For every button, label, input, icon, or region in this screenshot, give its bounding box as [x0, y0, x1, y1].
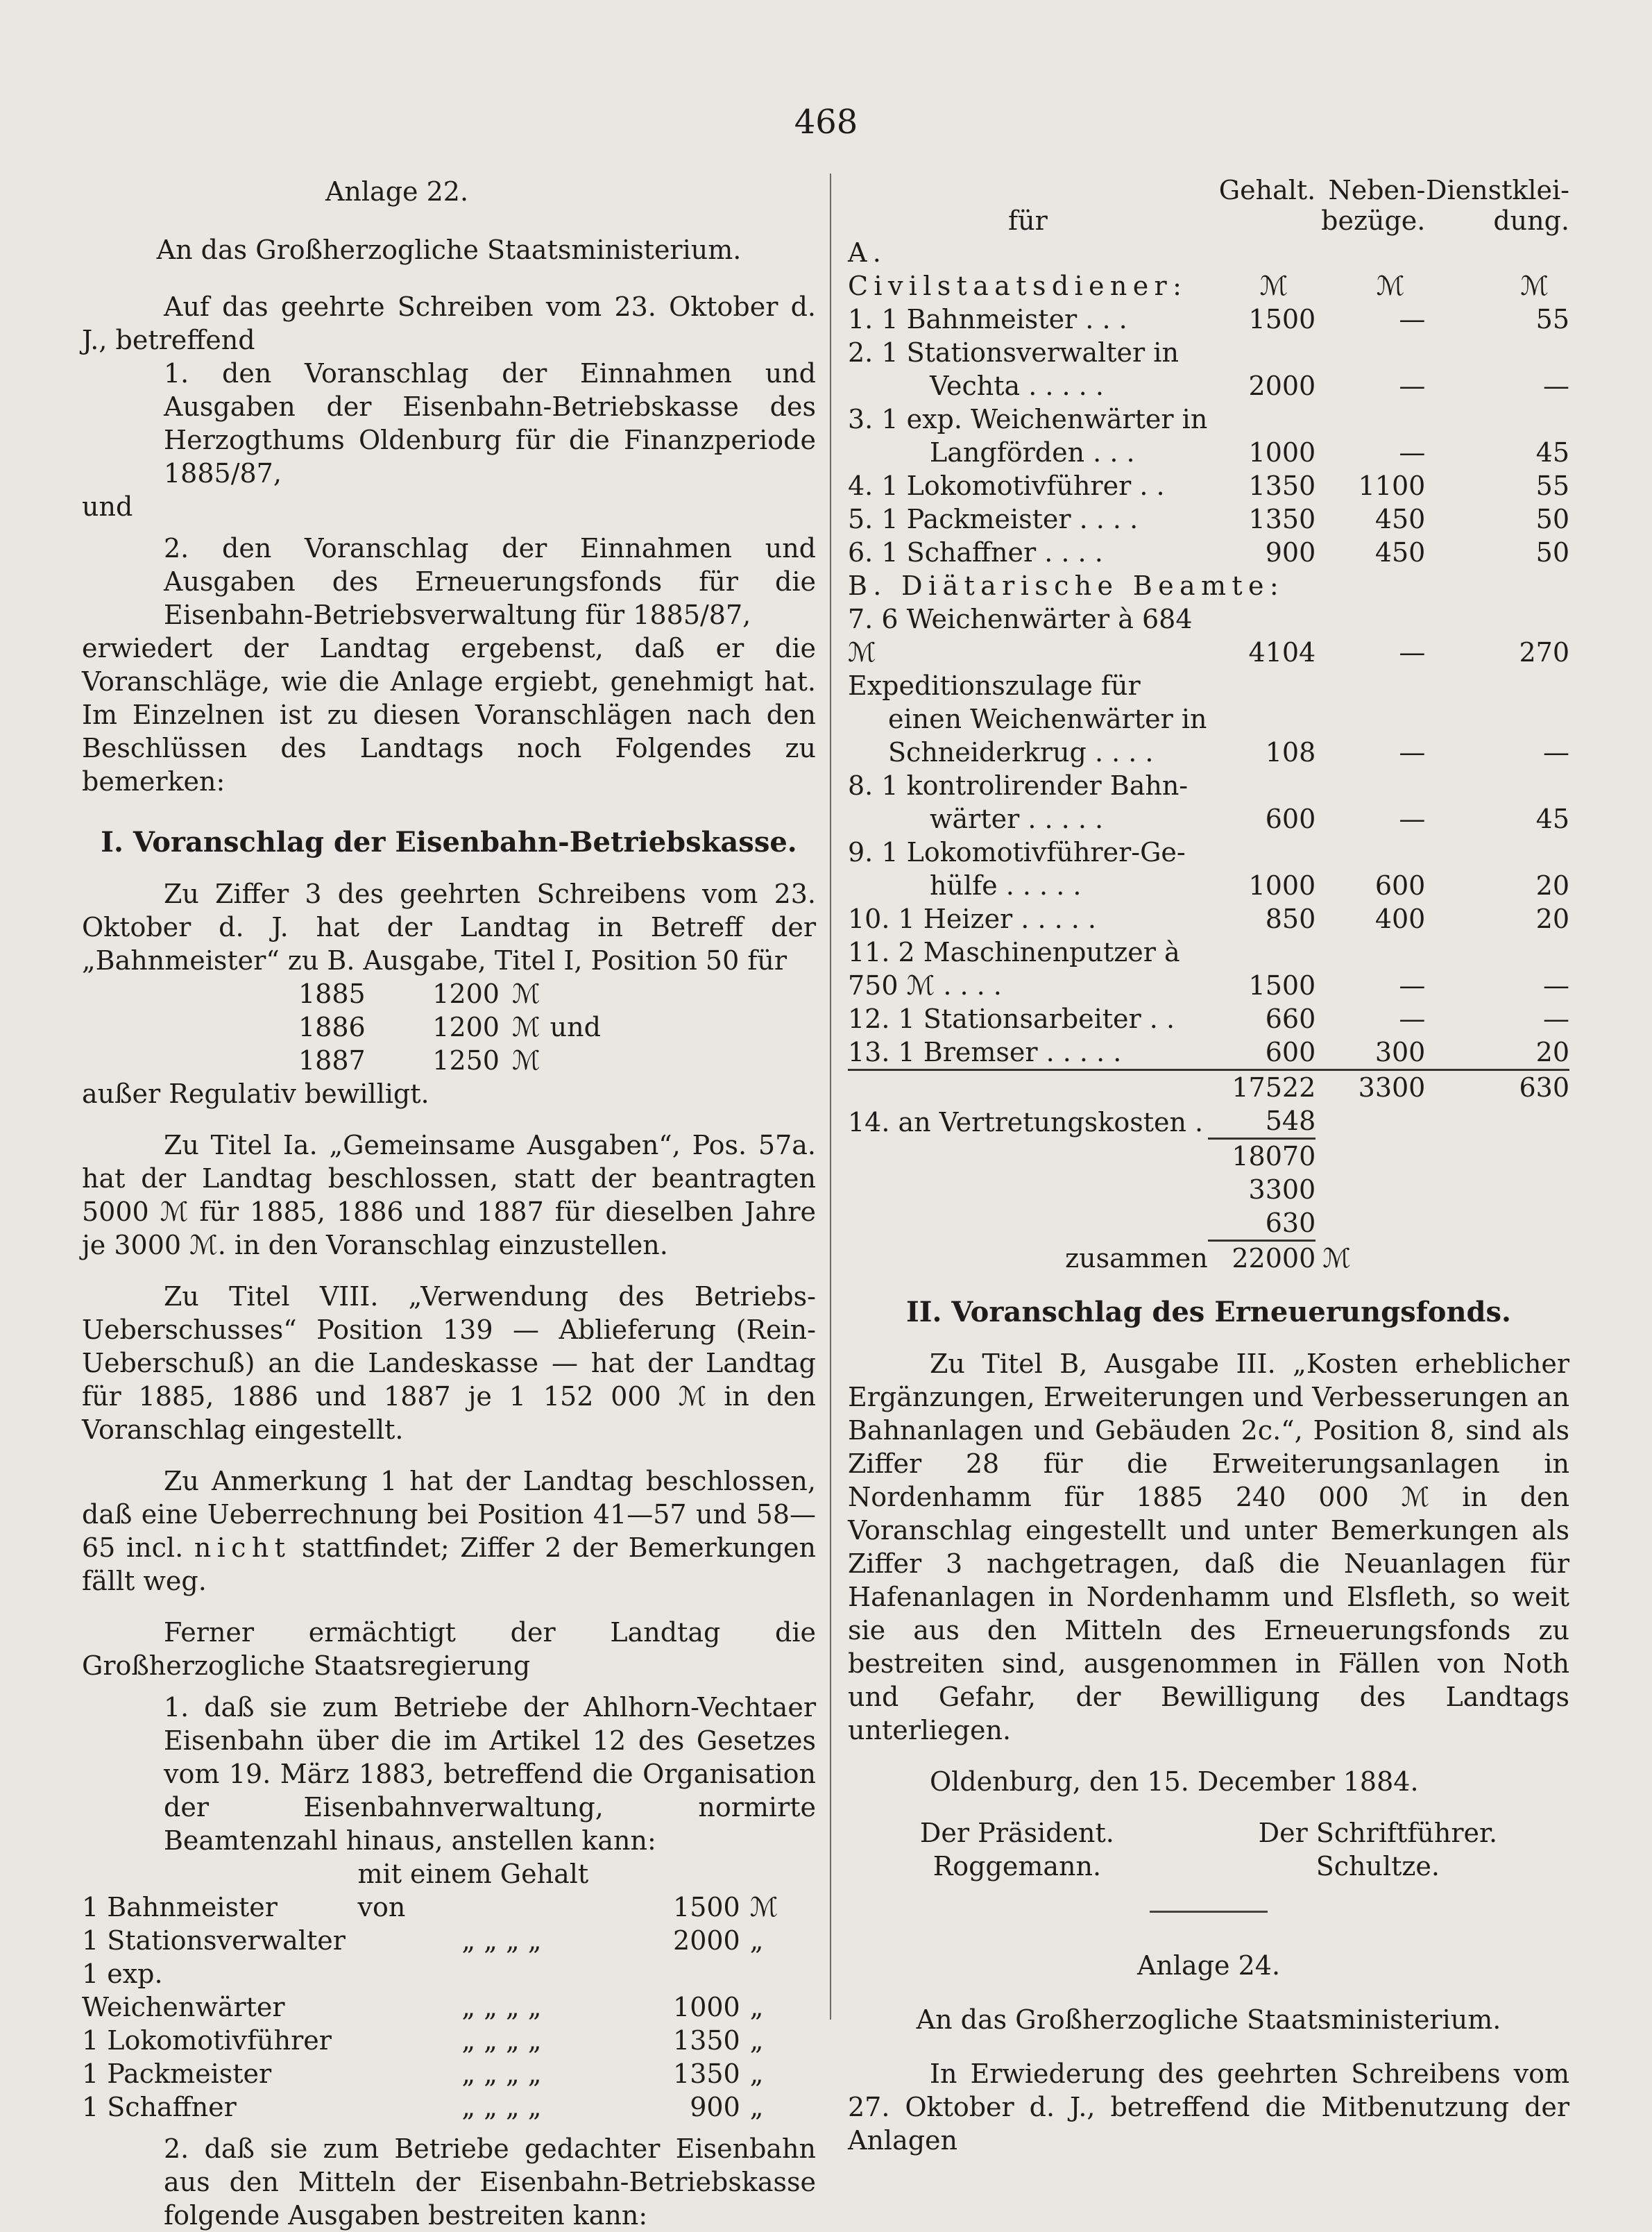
authorization-1: 1. daß sie zum Betriebe der Ahlhorn-Vechtaer Eisenbahn über die im Artikel 12 des Gesetzes vom 19. März 1883, betreffend die Organisation der Eisenbahnverwaltung, normirte Beamtenzahl hinaus, anstellen kann:: [164, 1692, 816, 1856]
amount: 1250: [432, 1045, 500, 1076]
date-line: Oldenburg, den 15. December 1884.: [930, 1766, 1419, 1797]
row-label: hülfe . . . . .: [930, 870, 1082, 901]
unit-dienstkleidung: ℳ: [1520, 271, 1549, 301]
row-label: 7. 6 Weichenwärter à 684 ℳ: [848, 604, 1193, 668]
column-divider: [830, 174, 831, 2020]
table-row: [848, 536, 1569, 569]
column-header-gehalt: Gehalt.: [1218, 175, 1316, 205]
value-dienstkleidung: 55: [1535, 471, 1569, 501]
table-row: [848, 902, 1569, 936]
total-unit: ℳ: [1322, 1243, 1351, 1274]
section-heading-2: II. Voranschlag des Erneuerungsfonds.: [906, 1296, 1511, 1328]
staff-desc: 1 exp. Weichenwärter: [82, 1959, 285, 2022]
amount: 1200: [432, 1012, 500, 1042]
table-row: [848, 936, 1569, 969]
table-header-row: [848, 205, 1569, 236]
value-nebenbezuege: —: [1399, 804, 1426, 834]
staff-unit: „: [749, 2025, 764, 2056]
value-dienstkleidung: —: [1543, 970, 1569, 1001]
row-label: 4. 1 Lokomotivführer . .: [848, 471, 1165, 501]
annex-title: Anlage 22.: [325, 176, 469, 207]
section-heading-1: I. Voranschlag der Eisenbahn-Betriebskasse.: [101, 826, 797, 859]
vertretung-row: [848, 1104, 1569, 1139]
row-label: wärter . . . . .: [930, 804, 1104, 834]
value-gehalt: 900: [1265, 537, 1316, 568]
unit: ℳ: [512, 1045, 540, 1076]
value-dienstkleidung: 270: [1519, 637, 1569, 668]
column-header-dienstkleidung-1: Dienstklei-: [1425, 175, 1569, 205]
unit: ℳ: [512, 979, 540, 1009]
table-row: [848, 702, 1569, 736]
unit: ℳ: [512, 1012, 540, 1042]
staff-unit: ℳ: [749, 1892, 778, 1922]
year: 1887: [298, 1045, 366, 1076]
table-row: [82, 2024, 816, 2057]
value-gehalt: 1000: [1248, 437, 1316, 468]
und-text: und: [82, 491, 133, 522]
table-row: [848, 836, 1569, 869]
table-row: [848, 336, 1569, 369]
table-row: [82, 2090, 816, 2124]
total-row: [848, 1241, 1569, 1276]
sum-value: 18070: [1232, 1141, 1316, 1172]
sum-row: [848, 1139, 1569, 1174]
column-header-nebenbezuege-2: bezüge.: [1321, 205, 1426, 236]
staff-table: [82, 1857, 816, 2124]
category-b: B. Diätarische Beamte:: [848, 570, 1285, 601]
sum-value: 3300: [1248, 1174, 1316, 1205]
value-dienstkleidung: 45: [1535, 804, 1569, 834]
rows-diaetarisch: [848, 602, 1569, 1070]
category-a: A. Civilstaatsdiener:: [848, 237, 1188, 301]
staff-unit: „: [749, 1925, 764, 1956]
value-gehalt: 600: [1208, 1035, 1315, 1070]
value-nebenbezuege: 400: [1374, 904, 1426, 934]
annex-24-title: Anlage 24.: [1136, 1950, 1281, 1981]
staff-desc: 1 Bahnmeister: [82, 1892, 278, 1922]
intro-line: Auf das geehrte Schreiben vom 23. Oktober d. J., betreffend: [82, 291, 816, 355]
row-label: Schneiderkrug . . . .: [888, 737, 1154, 768]
table-row: [848, 736, 1569, 769]
year-row: [298, 1044, 816, 1077]
suffix: und: [550, 1012, 601, 1042]
value-nebenbezuege: —: [1399, 637, 1426, 668]
staff-desc: 1 Lokomotivführer: [82, 2025, 332, 2056]
value-dienstkleidung: —: [1543, 1004, 1569, 1034]
value-nebenbezuege: —: [1399, 371, 1426, 401]
table-row: [848, 802, 1569, 836]
value-nebenbezuege: —: [1399, 1004, 1426, 1034]
category-row: [848, 569, 1569, 602]
table-row: [848, 669, 1569, 702]
rows-civil: [848, 303, 1569, 569]
value-dienstkleidung: 55: [1535, 304, 1569, 335]
table-row: [82, 1857, 816, 1924]
year: 1885: [298, 979, 366, 1009]
para-titel-b: Zu Titel B, Ausgabe III. „Kosten erheblicher Ergänzungen, Erweiterungen und Verbesserungen an Bahnanlagen und Gebäuden 2c.“, Position 8, sind als Ziffer 28 für die Erweiterungsanlagen in Nordenhamm für 1885 240 000 ℳ in den Voranschlag eingestellt und unter Bemerkungen als Ziffer 3 nachgetragen, daß die Neuanlagen für Hafenanlagen in Nordenhamm und Elsfleth, so weit sie aus den Mitteln des Erneuerungsfonds zu bestreiten sind, ausgenommen in Fällen von Noth und Gefahr, der Bewilligung des Landtags unterliegen.: [848, 1348, 1569, 1745]
subtotal-row: [848, 1070, 1569, 1105]
table-row: [848, 602, 1569, 669]
page-number: 468: [794, 103, 858, 142]
para-final: In Erwiederung des geehrten Schreibens vom 27. Oktober d. J., betreffend die Mitbenutzung der Anlagen: [848, 2058, 1569, 2156]
vertretung-value: 548: [1208, 1104, 1315, 1139]
left-column: [82, 175, 816, 2232]
vertretung-label: 14. an Vertretungskosten .: [848, 1106, 1204, 1138]
value-dienstkleidung: 20: [1535, 904, 1569, 934]
value-nebenbezuege: 600: [1374, 870, 1426, 901]
table-row: [848, 502, 1569, 536]
total-value: 22000: [1232, 1243, 1316, 1274]
value-dienstkleidung: 20: [1425, 1035, 1569, 1070]
table-row: [848, 1002, 1569, 1035]
table-row: [848, 469, 1569, 502]
table-row: [82, 1957, 816, 2024]
row-label: 8. 1 kontrolirender Bahn-: [848, 770, 1189, 801]
value-gehalt: 1350: [1248, 504, 1316, 534]
category-row: [848, 236, 1569, 303]
anmerkung-text-a: Zu Anmerkung 1 hat der Landtag beschlossen, daß eine Ueberrechnung bei Position 41—57 und 58—65 incl.: [82, 1466, 816, 1563]
signature-name: Schultze.: [1315, 1851, 1440, 1882]
subtotal-gehalt: 17522: [1232, 1072, 1316, 1103]
value-dienstkleidung: —: [1543, 371, 1569, 401]
year-row: [298, 1011, 816, 1044]
row-label: Langförden . . .: [930, 437, 1135, 468]
zusammen-label: zusammen: [1065, 1243, 1208, 1274]
column-header-nebenbezuege-1: Neben-: [1328, 175, 1426, 205]
fuer-label: für: [1008, 205, 1048, 236]
row-label: 5. 1 Packmeister . . . .: [848, 504, 1139, 534]
year-row: [298, 977, 816, 1011]
separator-rule: [1150, 1911, 1268, 1913]
signature-title: Der Schriftführer.: [1258, 1818, 1498, 1848]
staff-mid: „ „ „ „: [461, 2025, 542, 2056]
signature-title: Der Präsident.: [919, 1818, 1114, 1848]
value-nebenbezuege: 1100: [1358, 471, 1426, 501]
table-header-row: [848, 175, 1569, 205]
value-nebenbezuege: —: [1399, 304, 1426, 335]
staff-desc: 1 Stationsverwalter: [82, 1925, 346, 1956]
value-nebenbezuege: 450: [1374, 537, 1426, 568]
value-gehalt: 4104: [1248, 637, 1316, 668]
value-gehalt: 2000: [1248, 371, 1316, 401]
value-nebenbezuege: 300: [1315, 1035, 1425, 1070]
value-gehalt: 600: [1265, 804, 1316, 834]
row-label: 11. 2 Maschinenputzer à: [848, 937, 1180, 967]
regulativ-text: außer Regulativ bewilligt.: [82, 1079, 429, 1109]
row-label: 10. 1 Heizer . . . . .: [848, 904, 1097, 934]
row-label: 750 ℳ . . . .: [848, 970, 1002, 1001]
staff-mid: „ „ „ „: [461, 1992, 542, 2022]
row-label: 9. 1 Lokomotivführer-Ge-: [848, 837, 1186, 868]
staff-desc: 1 Packmeister: [82, 2058, 272, 2089]
value-dienstkleidung: —: [1543, 737, 1569, 768]
table-row: [848, 436, 1569, 469]
table-row: [82, 2057, 816, 2090]
expense-table: [848, 175, 1569, 1275]
value-gehalt: 660: [1265, 1004, 1316, 1034]
sum-value: 630: [1208, 1206, 1315, 1241]
row-label: 3. 1 exp. Weichenwärter in: [848, 404, 1208, 434]
staff-mid: mit einem Gehalt von: [357, 1859, 589, 1922]
row-label: 6. 1 Schaffner . . . .: [848, 537, 1103, 568]
para-titel-8: Zu Titel VIII. „Verwendung des Betriebs-Ueberschusses“ Position 139 — Ablieferung (Rein-Ueberschuß) an die Landeskasse — hat der Landtag für 1885, 1886 und 1887 je 1 152 000 ℳ in den Voranschlag eingestellt.: [82, 1281, 816, 1445]
staff-unit: „: [749, 2058, 764, 2089]
value-dienstkleidung: 50: [1535, 504, 1569, 534]
authorization-2: 2. daß sie zum Betriebe gedachter Eisenbahn aus den Mitteln der Eisenbahn-Betriebskasse folgende Ausgaben bestreiten kann:: [164, 2133, 816, 2231]
para-ziffer-3: Zu Ziffer 3 des geehrten Schreibens vom 23. Oktober d. J. hat der Landtag in Betreff der „Bahnmeister“ zu B. Ausgabe, Titel I, Position 50 für: [82, 879, 816, 976]
amount: 1200: [432, 979, 500, 1009]
table-row: [848, 303, 1569, 336]
anmerkung-nicht: nicht: [194, 1532, 291, 1563]
item-1: 1. den Voranschlag der Einnahmen und Ausgaben der Eisenbahn-Betriebskasse des Herzogthums Oldenburg für die Finanzperiode 1885/87,: [164, 358, 816, 489]
column-header-dienstkleidung-2: dung.: [1493, 205, 1569, 236]
anmerkung-text-b: stattfindet; Ziffer 2 der Bemerkungen fällt weg.: [82, 1532, 817, 1596]
value-gehalt: 108: [1265, 737, 1316, 768]
value-nebenbezuege: —: [1399, 737, 1426, 768]
value-dienstkleidung: 20: [1535, 870, 1569, 901]
addressee-2: An das Großherzogliche Staatsministerium.: [916, 2004, 1501, 2035]
subtotal-nebenbezuege: 3300: [1358, 1072, 1426, 1103]
unit-nebenbezuege: ℳ: [1376, 271, 1405, 301]
row-label: 12. 1 Stationsarbeiter . .: [848, 1004, 1175, 1034]
staff-unit: „: [749, 1992, 764, 2022]
staff-desc: 1 Schaffner: [82, 2092, 237, 2122]
row-label: 2. 1 Stationsverwalter in: [848, 337, 1179, 368]
staff-unit: „: [749, 2092, 764, 2122]
para-ferner: Ferner ermächtigt der Landtag die Großherzogliche Staatsregierung: [82, 1617, 816, 1681]
reply-paragraph: erwiedert der Landtag ergebenst, daß er die Voranschläge, wie die Anlage ergiebt, genehmigt hat. Im Einzelnen ist zu diesen Voranschlägen nach den Beschlüssen des Landtags noch Folgendes zu bemerken:: [82, 633, 816, 797]
item-2: 2. den Voranschlag der Einnahmen und Ausgaben des Erneuerungsfonds für die Eisenbahn-Betriebsverwaltung für 1885/87,: [164, 533, 816, 630]
row-label: 13. 1 Bremser . . . . .: [848, 1035, 1208, 1070]
table-row: [848, 969, 1569, 1002]
right-column: [848, 175, 1569, 2157]
staff-amount: 1350: [673, 2025, 740, 2056]
table-row: [848, 403, 1569, 436]
sum-row: [848, 1206, 1569, 1241]
staff-mid: „ „ „ „: [461, 1925, 542, 1956]
signature-name: Roggemann.: [933, 1851, 1102, 1882]
value-gehalt: 1500: [1248, 304, 1316, 335]
value-dienstkleidung: 50: [1535, 537, 1569, 568]
value-gehalt: 850: [1265, 904, 1316, 934]
subtotal-dienstkleidung: 630: [1519, 1072, 1569, 1103]
value-gehalt: 1000: [1248, 870, 1316, 901]
table-row: [848, 869, 1569, 902]
staff-amount: 2000: [673, 1925, 740, 1956]
table-row: [848, 1035, 1569, 1070]
sum-row: [848, 1173, 1569, 1206]
value-nebenbezuege: 450: [1374, 504, 1426, 534]
row-label: 1. 1 Bahnmeister . . .: [848, 304, 1127, 335]
row-label: einen Weichenwärter in: [888, 704, 1207, 734]
para-anmerkung: [82, 1464, 816, 1598]
year: 1886: [298, 1012, 366, 1042]
signatures: [848, 1816, 1569, 1883]
unit-gehalt: ℳ: [1259, 271, 1288, 301]
row-label: Expeditionszulage für: [848, 670, 1141, 701]
addressee: An das Großherzogliche Staatsministerium.: [156, 235, 742, 265]
para-titel-1a: Zu Titel Ia. „Gemeinsame Ausgaben“, Pos. 57a. hat der Landtag beschlossen, statt der beantragten 5000 ℳ für 1885, 1886 und 1887 für dieselben Jahre je 3000 ℳ. in den Voranschlag einzustellen.: [82, 1130, 816, 1260]
staff-amount: 1500: [673, 1892, 740, 1922]
staff-mid: „ „ „ „: [461, 2092, 542, 2122]
staff-mid: „ „ „ „: [461, 2058, 542, 2089]
year-list: [298, 977, 816, 1077]
value-nebenbezuege: —: [1399, 970, 1426, 1001]
table-row: [848, 769, 1569, 802]
value-nebenbezuege: —: [1399, 437, 1426, 468]
staff-amount: 900: [690, 2092, 740, 2122]
row-label: Vechta . . . . .: [930, 371, 1104, 401]
value-dienstkleidung: 45: [1535, 437, 1569, 468]
table-row: [848, 369, 1569, 403]
signature-praesident: [920, 1816, 1114, 1883]
value-gehalt: 1500: [1248, 970, 1316, 1001]
table-row: [82, 1924, 816, 1957]
value-gehalt: 1350: [1248, 471, 1316, 501]
staff-amount: 1350: [673, 2058, 740, 2089]
signature-schriftfuehrer: [1259, 1816, 1497, 1883]
staff-amount: 1000: [673, 1992, 740, 2022]
